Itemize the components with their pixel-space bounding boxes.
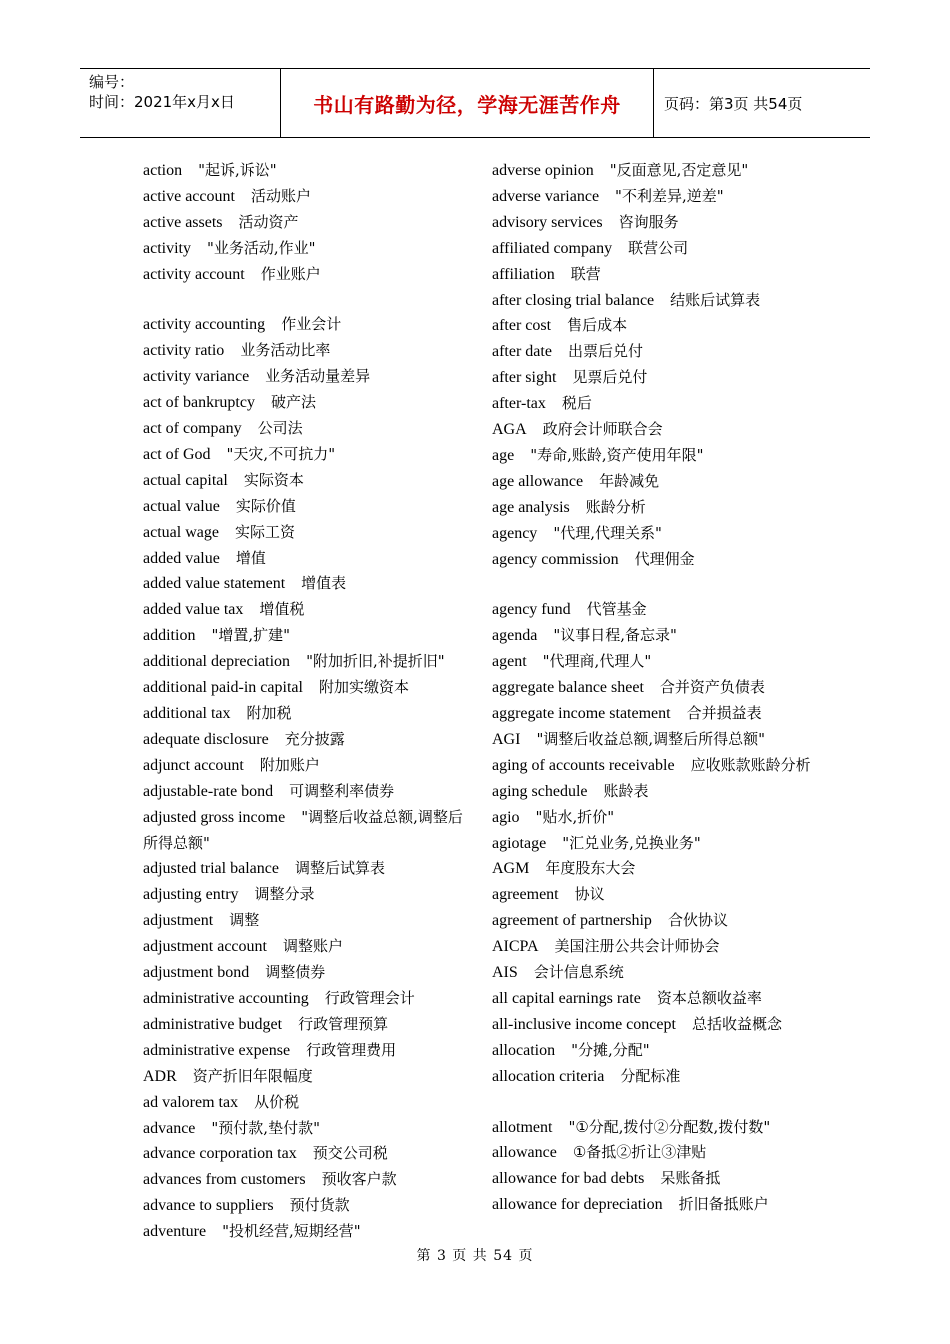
glossary-definition: 售后成本 <box>567 316 628 335</box>
glossary-entry <box>143 727 463 753</box>
glossary-term: adjustment account <box>143 938 267 956</box>
glossary-entry <box>143 236 463 262</box>
glossary-entry <box>492 365 812 391</box>
glossary-entry <box>492 469 812 495</box>
glossary-definition: 资本总额收益率 <box>656 988 762 1007</box>
glossary-term: aggregate income statement <box>492 705 671 723</box>
glossary-entry <box>492 856 812 882</box>
glossary-entry <box>143 312 463 338</box>
glossary-entry <box>143 1116 463 1142</box>
glossary-entry <box>143 158 463 184</box>
glossary-entry <box>492 1140 812 1166</box>
glossary-entry <box>492 1192 812 1218</box>
glossary-term: agency <box>492 524 538 542</box>
glossary-definition: "代理,代理关系" <box>553 523 662 542</box>
document-time-label: 时间：2021年x月x日 <box>89 93 235 111</box>
glossary-definition: 实际工资 <box>234 522 295 541</box>
glossary-entry <box>492 210 812 236</box>
glossary-term: advance <box>143 1119 196 1137</box>
glossary-entry <box>492 960 812 986</box>
glossary-entry <box>143 934 463 960</box>
glossary-term: allowance for bad debts <box>492 1170 645 1188</box>
glossary-entry <box>492 908 812 934</box>
glossary-term: activity ratio <box>143 342 225 360</box>
glossary-term: adverse opinion <box>492 162 594 179</box>
glossary-entry <box>492 391 812 417</box>
glossary-entry <box>492 805 812 831</box>
glossary-entry <box>143 675 463 701</box>
glossary-term: adequate disclosure <box>143 730 269 748</box>
glossary-entry <box>492 184 812 210</box>
glossary-term: after sight <box>492 369 557 387</box>
glossary-definition: 资产折旧年限幅度 <box>192 1066 313 1085</box>
glossary-definition: 联营 <box>570 264 601 283</box>
glossary-entry <box>143 390 463 416</box>
glossary-definition: 活动资产 <box>238 212 299 231</box>
glossary-definition: ①备抵②折让③津贴 <box>572 1143 707 1162</box>
glossary-entry <box>143 623 463 649</box>
glossary-term: added value statement <box>143 575 286 593</box>
glossary-entry <box>143 338 463 364</box>
glossary-term: activity account <box>143 265 245 283</box>
glossary-definition: 预付货款 <box>289 1196 350 1215</box>
glossary-term: agreement <box>492 886 559 904</box>
glossary-term: added value <box>143 549 220 567</box>
glossary-entry <box>143 210 463 236</box>
glossary-term: allocation <box>492 1041 556 1059</box>
glossary-entry <box>143 649 463 675</box>
glossary-definition: 年度股东大会 <box>545 859 636 878</box>
glossary-definition: 合并损益表 <box>686 704 762 723</box>
glossary-definition: "业务活动,作业" <box>206 238 316 257</box>
glossary-definition: "天灾,不可抗力" <box>226 444 336 463</box>
glossary-entry <box>492 623 812 649</box>
glossary-entry <box>492 547 812 573</box>
glossary-definition: "分摊,分配" <box>571 1040 650 1059</box>
glossary-term: adjustment <box>143 912 214 930</box>
glossary-definition: "调整后收益总额,调整后所得总额" <box>143 807 463 852</box>
glossary-entry <box>143 442 463 468</box>
glossary-definition: 应收账款账龄分析 <box>690 755 811 774</box>
glossary-definition: 实际资本 <box>243 470 304 489</box>
glossary-definition: 出票后兑付 <box>567 342 643 361</box>
glossary-definition: 附加账户 <box>259 755 320 774</box>
glossary-entry <box>143 1012 463 1038</box>
glossary-definition: 合并资产负债表 <box>659 678 765 697</box>
glossary-right-column <box>492 158 812 1218</box>
glossary-entry <box>492 1038 812 1064</box>
glossary-term: actual value <box>143 497 220 515</box>
header-page-cell <box>654 69 870 137</box>
glossary-entry <box>143 856 463 882</box>
glossary-term: allocation criteria <box>492 1067 605 1085</box>
glossary-definition: "寿命,账龄,资产使用年限" <box>530 445 704 464</box>
glossary-definition: 美国注册公共会计师协会 <box>554 937 720 956</box>
glossary-entry <box>492 495 812 521</box>
glossary-term: all capital earnings rate <box>492 989 641 1007</box>
page-footer: 第 3 页 共 54 页 <box>416 1248 534 1264</box>
glossary-entry <box>492 339 812 365</box>
glossary-definition: 年龄减免 <box>599 471 660 490</box>
glossary-definition: 公司法 <box>257 419 303 438</box>
glossary-term: activity <box>143 239 191 257</box>
glossary-term: all-inclusive income concept <box>492 1015 676 1033</box>
glossary-entry <box>492 779 812 805</box>
glossary-entry <box>143 184 463 210</box>
glossary-term: agency commission <box>492 550 619 568</box>
glossary-term: ADR <box>143 1067 177 1085</box>
glossary-entry <box>492 288 812 314</box>
glossary-entry <box>143 753 463 779</box>
glossary-entry <box>492 1166 812 1192</box>
glossary-entry <box>492 701 812 727</box>
glossary-definition: "调整后收益总额,调整后所得总额" <box>536 729 766 748</box>
glossary-entry <box>143 960 463 986</box>
glossary-term: aggregate balance sheet <box>492 679 644 697</box>
glossary-term: agenda <box>492 627 538 645</box>
glossary-term: advances from customers <box>143 1171 306 1189</box>
glossary-term: after-tax <box>492 395 546 413</box>
glossary-entry <box>143 364 463 390</box>
glossary-definition: 作业会计 <box>281 315 342 334</box>
glossary-definition: 活动账户 <box>250 186 311 205</box>
page-header <box>80 68 870 138</box>
glossary-definition: 附加税 <box>246 704 292 723</box>
glossary-term: active account <box>143 187 235 205</box>
glossary-term: aging schedule <box>492 782 588 800</box>
glossary-term: administrative expense <box>143 1041 291 1059</box>
glossary-term: additional paid-in capital <box>143 679 303 697</box>
glossary-entry <box>143 1219 463 1245</box>
glossary-term: adjusting entry <box>143 886 239 904</box>
glossary-term: act of company <box>143 420 242 438</box>
glossary-entry <box>143 1064 463 1090</box>
glossary-definition: 协议 <box>574 885 605 904</box>
glossary-term: allowance <box>492 1144 557 1162</box>
glossary-term: activity variance <box>143 368 250 386</box>
glossary-term: allotment <box>492 1118 553 1136</box>
glossary-term: after cost <box>492 317 552 335</box>
header-meta <box>80 69 281 137</box>
glossary-entry <box>492 1012 812 1038</box>
glossary-definition: 调整 <box>229 911 260 930</box>
glossary-definition: "代理商,代理人" <box>542 652 652 671</box>
glossary-definition: 结账后试算表 <box>670 290 761 309</box>
glossary-definition: 从价税 <box>254 1092 300 1111</box>
glossary-term: adjusted gross income <box>143 808 286 826</box>
glossary-definition: 预收客户款 <box>321 1170 397 1189</box>
glossary-definition: 账龄表 <box>603 781 649 800</box>
glossary-definition: 代管基金 <box>586 600 647 619</box>
glossary-term: added value tax <box>143 601 244 619</box>
glossary-definition: "反面意见,否定意见" <box>609 161 749 179</box>
glossary-definition: 预交公司税 <box>312 1144 388 1163</box>
glossary-term: additional depreciation <box>143 653 291 671</box>
glossary-term: activity accounting <box>143 316 266 334</box>
glossary-entry <box>143 597 463 623</box>
glossary-definition: "预付款,垫付款" <box>211 1118 320 1137</box>
glossary-term: adjustment bond <box>143 964 250 982</box>
glossary-entry <box>143 882 463 908</box>
glossary-term: AGA <box>492 421 527 439</box>
glossary-definition: "起诉,诉讼" <box>198 161 277 179</box>
glossary-term: age allowance <box>492 472 584 490</box>
glossary-entry <box>492 521 812 547</box>
glossary-definition: 充分披露 <box>284 729 345 748</box>
glossary-definition: 调整债券 <box>265 963 326 982</box>
glossary-term: allowance for depreciation <box>492 1196 663 1214</box>
glossary-term: adjunct account <box>143 756 244 774</box>
glossary-term: actual capital <box>143 471 228 489</box>
glossary-entry <box>143 1090 463 1116</box>
glossary-term: agio <box>492 808 520 826</box>
glossary-definition: 会计信息系统 <box>533 963 624 982</box>
glossary-definition: 折旧备抵账户 <box>678 1195 769 1214</box>
glossary-definition: 业务活动比率 <box>240 341 331 360</box>
glossary-entry <box>492 313 812 339</box>
glossary-entry <box>492 417 812 443</box>
glossary-entry <box>492 986 812 1012</box>
glossary-definition: 可调整利率债券 <box>289 781 395 800</box>
glossary-definition: 增值税 <box>259 600 305 619</box>
glossary-entry <box>492 262 812 288</box>
glossary-definition: "汇兑业务,兑换业务" <box>562 833 701 852</box>
glossary-definition: 见票后兑付 <box>572 368 648 387</box>
glossary-term: ad valorem tax <box>143 1093 239 1111</box>
glossary-term: advance to suppliers <box>143 1197 274 1215</box>
glossary-term: agency fund <box>492 601 571 619</box>
glossary-term: act of bankruptcy <box>143 394 255 412</box>
glossary-term: action <box>143 162 183 179</box>
glossary-definition: 增值表 <box>301 574 347 593</box>
glossary-definition: 行政管理会计 <box>324 988 415 1007</box>
glossary-term: age <box>492 446 515 464</box>
glossary-entry <box>143 571 463 597</box>
glossary-entry <box>492 1115 812 1141</box>
glossary-definition: 调整分录 <box>254 885 315 904</box>
glossary-term: after closing trial balance <box>492 291 655 309</box>
glossary-definition: "①分配,拨付②分配数,拨付数" <box>568 1117 771 1136</box>
glossary-definition: 税后 <box>561 394 592 413</box>
glossary-term: active assets <box>143 213 223 231</box>
glossary-definition: 行政管理费用 <box>306 1040 397 1059</box>
glossary-definition: 作业账户 <box>260 264 321 283</box>
glossary-definition: 实际价值 <box>235 496 296 515</box>
glossary-entry <box>492 727 812 753</box>
glossary-entry <box>143 262 463 288</box>
glossary-term: AGM <box>492 860 530 878</box>
glossary-definition: 分配标准 <box>620 1066 681 1085</box>
glossary-term: adventure <box>143 1223 207 1241</box>
glossary-definition: 账龄分析 <box>585 497 646 516</box>
glossary-term: actual wage <box>143 523 219 541</box>
glossary-spacer <box>492 573 812 598</box>
glossary-entry <box>492 597 812 623</box>
glossary-entry <box>143 986 463 1012</box>
glossary-definition: 咨询服务 <box>618 212 679 231</box>
glossary-entry <box>492 1064 812 1090</box>
glossary-definition: 总括收益概念 <box>691 1014 782 1033</box>
glossary-term: AICPA <box>492 938 539 956</box>
glossary-term: act of God <box>143 445 211 463</box>
glossary-entry <box>143 1167 463 1193</box>
glossary-term: additional tax <box>143 705 231 723</box>
glossary-entry <box>492 649 812 675</box>
glossary-entry <box>143 1038 463 1064</box>
glossary-definition: 增值 <box>235 548 266 567</box>
glossary-entry <box>492 675 812 701</box>
glossary-definition: 业务活动量差异 <box>265 367 371 386</box>
glossary-definition: "贴水,折价" <box>535 807 615 826</box>
glossary-term: adjusted trial balance <box>143 860 279 878</box>
header-page-info: 页码：第3页 共54页 <box>664 94 803 113</box>
glossary-definition: 代理佣金 <box>634 549 695 568</box>
glossary-term: administrative budget <box>143 1015 283 1033</box>
glossary-entry <box>143 546 463 572</box>
glossary-term: affiliation <box>492 265 555 283</box>
header-motto: 书山有路勤为径，学海无涯苦作舟 <box>313 92 621 117</box>
glossary-term: addition <box>143 627 196 645</box>
glossary-entry <box>143 701 463 727</box>
glossary-left-column <box>143 158 463 1245</box>
glossary-entry <box>492 831 812 857</box>
glossary-entry <box>492 882 812 908</box>
glossary-entry <box>492 236 812 262</box>
glossary-entry <box>143 520 463 546</box>
glossary-term: advance corporation tax <box>143 1145 297 1163</box>
glossary-entry <box>143 779 463 805</box>
glossary-term: agent <box>492 653 527 671</box>
glossary-definition: "不利差异,逆差" <box>615 186 724 205</box>
glossary-spacer <box>492 1090 812 1115</box>
glossary-definition: "投机经营,短期经营" <box>222 1222 361 1241</box>
glossary-definition: "附加折旧,补提折旧" <box>306 652 445 671</box>
glossary-term: agreement of partnership <box>492 912 652 930</box>
glossary-definition: 破产法 <box>270 393 316 412</box>
glossary-term: adjustable-rate bond <box>143 782 274 800</box>
glossary-term: agiotage <box>492 834 547 852</box>
glossary-entry <box>492 158 812 184</box>
glossary-entry <box>492 753 812 779</box>
glossary-entry <box>143 1141 463 1167</box>
glossary-definition: 调整后试算表 <box>294 859 385 878</box>
glossary-term: AGI <box>492 730 521 748</box>
glossary-definition: "增置,扩建" <box>211 626 291 645</box>
glossary-definition: 附加实缴资本 <box>318 678 409 697</box>
glossary-term: advisory services <box>492 213 603 231</box>
glossary-term: AIS <box>492 964 518 982</box>
glossary-spacer <box>143 288 463 313</box>
glossary-term: age analysis <box>492 498 570 516</box>
glossary-definition: "议事日程,备忘录" <box>553 626 677 645</box>
glossary-term: aging of accounts receivable <box>492 756 675 774</box>
header-motto-cell <box>281 69 654 137</box>
glossary-entry <box>143 416 463 442</box>
glossary-term: administrative accounting <box>143 989 309 1007</box>
glossary-entry <box>143 1193 463 1219</box>
glossary-definition: 呆账备抵 <box>660 1169 721 1188</box>
glossary-entry <box>143 494 463 520</box>
glossary-entry <box>143 908 463 934</box>
glossary-definition: 联营公司 <box>628 238 689 257</box>
glossary-definition: 行政管理预算 <box>298 1014 389 1033</box>
glossary-term: affiliated company <box>492 239 613 257</box>
glossary-definition: 合伙协议 <box>667 911 728 930</box>
glossary-definition: 调整账户 <box>282 937 343 956</box>
glossary-entry <box>143 468 463 494</box>
glossary-term: after date <box>492 343 552 361</box>
glossary-definition: 政府会计师联合会 <box>542 420 663 439</box>
document-number-label: 编号： <box>89 73 135 91</box>
glossary-entry <box>492 443 812 469</box>
glossary-entry <box>492 934 812 960</box>
glossary-entry <box>143 805 463 857</box>
glossary-term: adverse variance <box>492 187 600 205</box>
